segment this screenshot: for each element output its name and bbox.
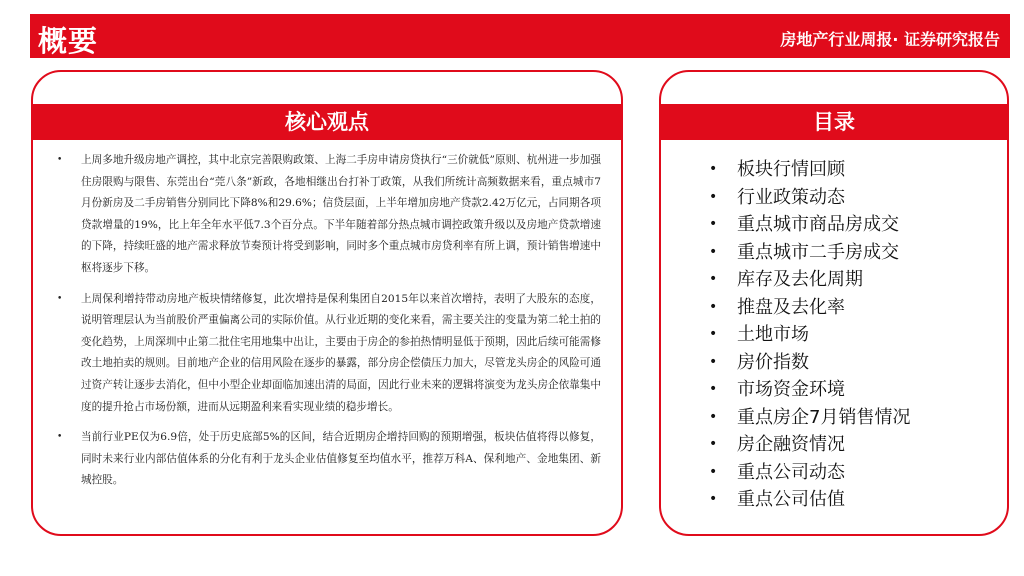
page-title: 概要 <box>38 24 99 58</box>
bullet-icon: • <box>57 293 63 304</box>
core-view-point <box>55 289 601 419</box>
bullet-icon: • <box>57 432 63 443</box>
toc-item-label: 板块行情回顾 <box>737 159 845 180</box>
toc-item[interactable] <box>707 184 910 212</box>
bullet-icon: • <box>709 298 718 315</box>
bullet-icon: • <box>709 436 718 452</box>
bullet-icon: • <box>709 271 718 287</box>
core-views-heading: 核心观点 <box>33 104 621 140</box>
toc-item-label: 房价指数 <box>737 351 809 373</box>
bullet-icon: • <box>709 216 718 232</box>
header-bar <box>30 14 1010 58</box>
bullet-icon: • <box>709 188 718 205</box>
toc-item-label: 重点公司估值 <box>737 489 845 510</box>
toc-item[interactable] <box>707 486 910 514</box>
toc-item-label: 重点公司动态 <box>737 461 845 483</box>
toc-item-label: 重点城市二手房成交 <box>737 241 899 263</box>
toc-item[interactable] <box>707 266 910 294</box>
toc-item[interactable] <box>707 211 910 239</box>
toc-item-label: 重点城市商品房成交 <box>737 214 899 235</box>
toc-item-label: 推盘及去化率 <box>737 296 845 318</box>
toc-heading: 目录 <box>661 104 1007 140</box>
toc-item[interactable] <box>707 404 910 432</box>
toc-list <box>707 156 910 514</box>
toc-item[interactable] <box>707 239 910 267</box>
bullet-icon: • <box>57 155 63 165</box>
bullet-icon: • <box>709 381 718 397</box>
core-view-point <box>55 427 601 492</box>
toc-item[interactable] <box>707 431 910 459</box>
bullet-icon: • <box>709 161 718 177</box>
toc-item[interactable] <box>707 294 910 322</box>
bullet-icon: • <box>709 243 718 260</box>
toc-item[interactable] <box>707 349 910 377</box>
toc-panel <box>659 70 1009 536</box>
toc-item[interactable] <box>707 459 910 487</box>
bullet-icon: • <box>709 353 718 370</box>
bullet-icon: • <box>709 326 718 342</box>
toc-item-label: 行业政策动态 <box>737 186 845 208</box>
core-views-panel <box>31 70 623 536</box>
toc-item[interactable] <box>707 376 910 404</box>
toc-item-label: 房企融资情况 <box>737 434 845 455</box>
core-view-point <box>55 150 601 280</box>
bullet-icon: • <box>709 463 718 480</box>
bullet-icon: • <box>709 408 718 425</box>
toc-item[interactable] <box>707 156 910 184</box>
report-subtitle: 房地产行业周报· 证券研究报告 <box>780 30 1000 49</box>
toc-item-label: 重点房企7月销售情况 <box>737 406 911 428</box>
core-view-text: 当前行业PE仅为6.9倍，处于历史底部5%的区间，结合近期房企增持回购的预期增强，板块估值将得以修复，同时未来行业内部估值体系的分化有利于龙头企业估值修复至均值水平，推荐万科A、保利地产、金地集团、新城控股。 <box>81 431 601 487</box>
toc-item-label: 库存及去化周期 <box>737 269 863 290</box>
core-view-text: 上周多地升级房地产调控，其中北京完善限购政策、上海二手房申请房贷执行“三价就低”原则、杭州进一步加强住房限购与限售、东莞出台“莞八条”新政，各地相继出台打补丁政策，从我们所统计高频数据来看，重点城市7月份新房及二手房销售分别同比下降8%和29.6%；信贷层面，上半年增加房地产贷款2.42万亿元，占同期各项贷款增量的19%，比上年全年水平低7.3个百分点。下半年随着部分热点城市调控政策升级以及房地产贷款增速的下降，持续旺盛的地产需求释放节奏预计将受到影响，同时多个重点城市房贷利率有所上调，预计销售增速中枢将逐步下移。 <box>81 154 601 274</box>
core-views-list <box>55 150 601 501</box>
toc-item[interactable] <box>707 321 910 349</box>
bullet-icon: • <box>709 491 718 507</box>
toc-item-label: 土地市场 <box>737 324 809 345</box>
toc-item-label: 市场资金环境 <box>737 379 845 400</box>
core-view-text: 上周保利增持带动房地产板块情绪修复，此次增持是保利集团自2015年以来首次增持，表明了大股东的态度，说明管理层认为当前股价严重偏离公司的实际价值。从行业近期的变化来看，需主要关注的变量为第二轮土拍的变化趋势，上周深圳中止第二批住宅用地集中出让，主要由于房企的参拍热情明显低于预期，因此后续可能需修改土地拍卖的规则。目前地产企业的信用风险在逐步的暴露，部分房企偿债压力加大，尽管龙头房企的风险可通过资产转让逐步去消化，但中小型企业却面临加速出清的局面，因此行业未来的逻辑将演变为龙头房企依靠集中度的提升抢占市场份额，进而从远期盈利来看实现业绩的稳步增长。 <box>81 292 601 413</box>
